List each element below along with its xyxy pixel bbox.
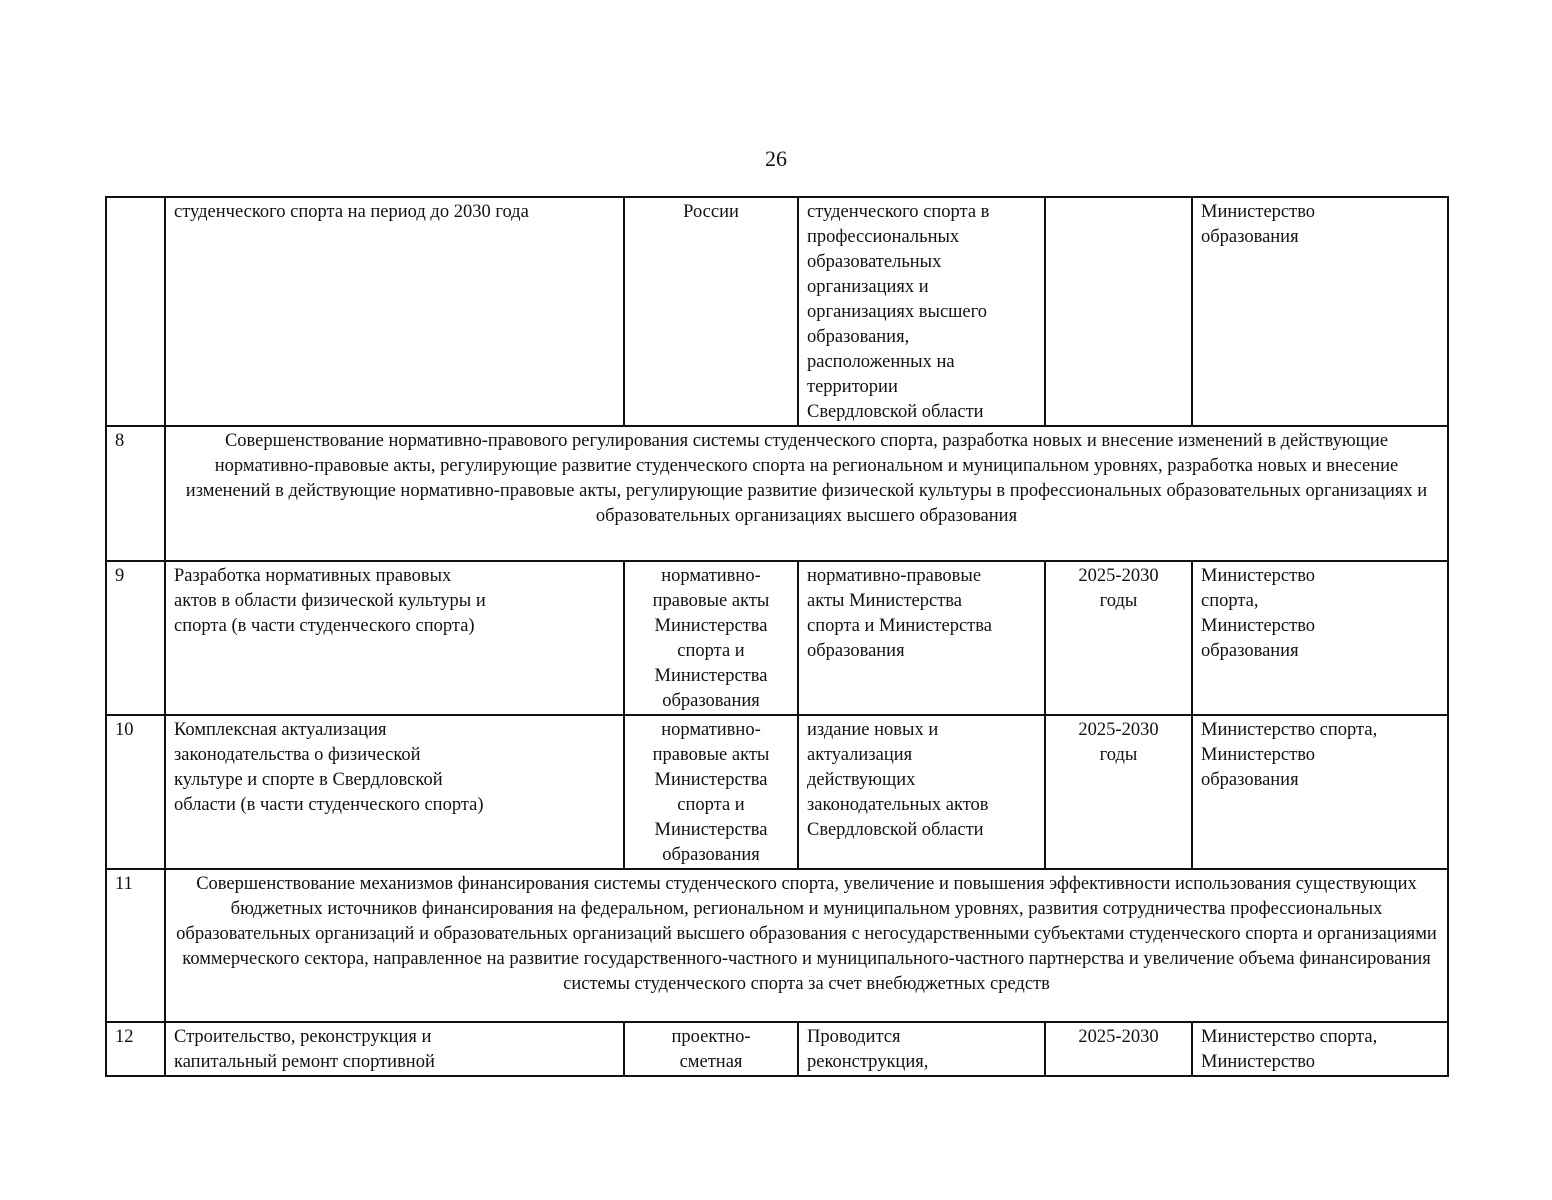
result-cell: издание новых и актуализация действующих законодательных актов Свердловской области: [798, 715, 1045, 869]
result-cell: Проводится реконструкция,: [798, 1022, 1045, 1076]
document-cell: нормативно- правовые акты Министерства спорта и Министерства образования: [624, 561, 798, 715]
executor-cell: Министерство спорта, Министерство: [1192, 1022, 1448, 1076]
section-row: [106, 869, 1448, 1022]
row-number: [106, 197, 165, 426]
row-number: 12: [106, 1022, 165, 1076]
executor-cell: Министерство спорта, Министерство образования: [1192, 561, 1448, 715]
result-cell: нормативно-правовые акты Министерства спорта и Министерства образования: [798, 561, 1045, 715]
term-cell: [1045, 197, 1192, 426]
page-number: 26: [765, 146, 787, 171]
table-row: [106, 1022, 1448, 1076]
executor-cell: Министерство спорта, Министерство образования: [1192, 715, 1448, 869]
term-cell: 2025-2030 годы: [1045, 715, 1192, 869]
measure-cell: Комплексная актуализация законодательства о физической культуре и спорте в Свердловской области (в части студенческого спорта): [165, 715, 624, 869]
section-row: [106, 426, 1448, 561]
term-cell: 2025-2030: [1045, 1022, 1192, 1076]
table-row: [106, 561, 1448, 715]
measure-cell: Строительство, реконструкция и капитальный ремонт спортивной: [165, 1022, 624, 1076]
document-cell: нормативно- правовые акты Министерства спорта и Министерства образования: [624, 715, 798, 869]
row-number: 10: [106, 715, 165, 869]
table-row: [106, 197, 1448, 426]
term-cell: 2025-2030 годы: [1045, 561, 1192, 715]
measures-table: [105, 196, 1449, 1077]
row-number: 8: [106, 426, 165, 561]
executor-cell: Министерство образования: [1192, 197, 1448, 426]
row-number: 9: [106, 561, 165, 715]
section-heading: Совершенствование механизмов финансирования системы студенческого спорта, увеличение и повышения эффективности использования существующих бюджетных источников финансирования на федеральном, региональном и муниципальном уровнях, развития сотрудничества профессиональных образовательных организаций и образовательных организаций высшего образования с негосударственными субъектами студенческого спорта и организациями коммерческого сектора, направленное на развитие государственного-частного и муниципального-частного партнерства и увеличение объема финансирования системы студенческого спорта за счет внебюджетных средств: [165, 869, 1448, 1022]
document-cell: России: [624, 197, 798, 426]
row-number: 11: [106, 869, 165, 1022]
measure-cell: студенческого спорта на период до 2030 года: [165, 197, 624, 426]
result-cell: студенческого спорта в профессиональных образовательных организациях и организациях высшего образования, расположенных на территории Свердловской области: [798, 197, 1045, 426]
document-cell: проектно- сметная: [624, 1022, 798, 1076]
measure-cell: Разработка нормативных правовых актов в области физической культуры и спорта (в части студенческого спорта): [165, 561, 624, 715]
table-row: [106, 715, 1448, 869]
section-heading: Совершенствование нормативно-правового регулирования системы студенческого спорта, разработка новых и внесение изменений в действующие нормативно-правовые акты, регулирующие развитие студенческого спорта на региональном и муниципальном уровнях, разработка новых и внесение изменений в действующие нормативно-правовые акты, регулирующие развитие физической культуры в профессиональных образовательных организациях и образовательных организациях высшего образования: [165, 426, 1448, 561]
